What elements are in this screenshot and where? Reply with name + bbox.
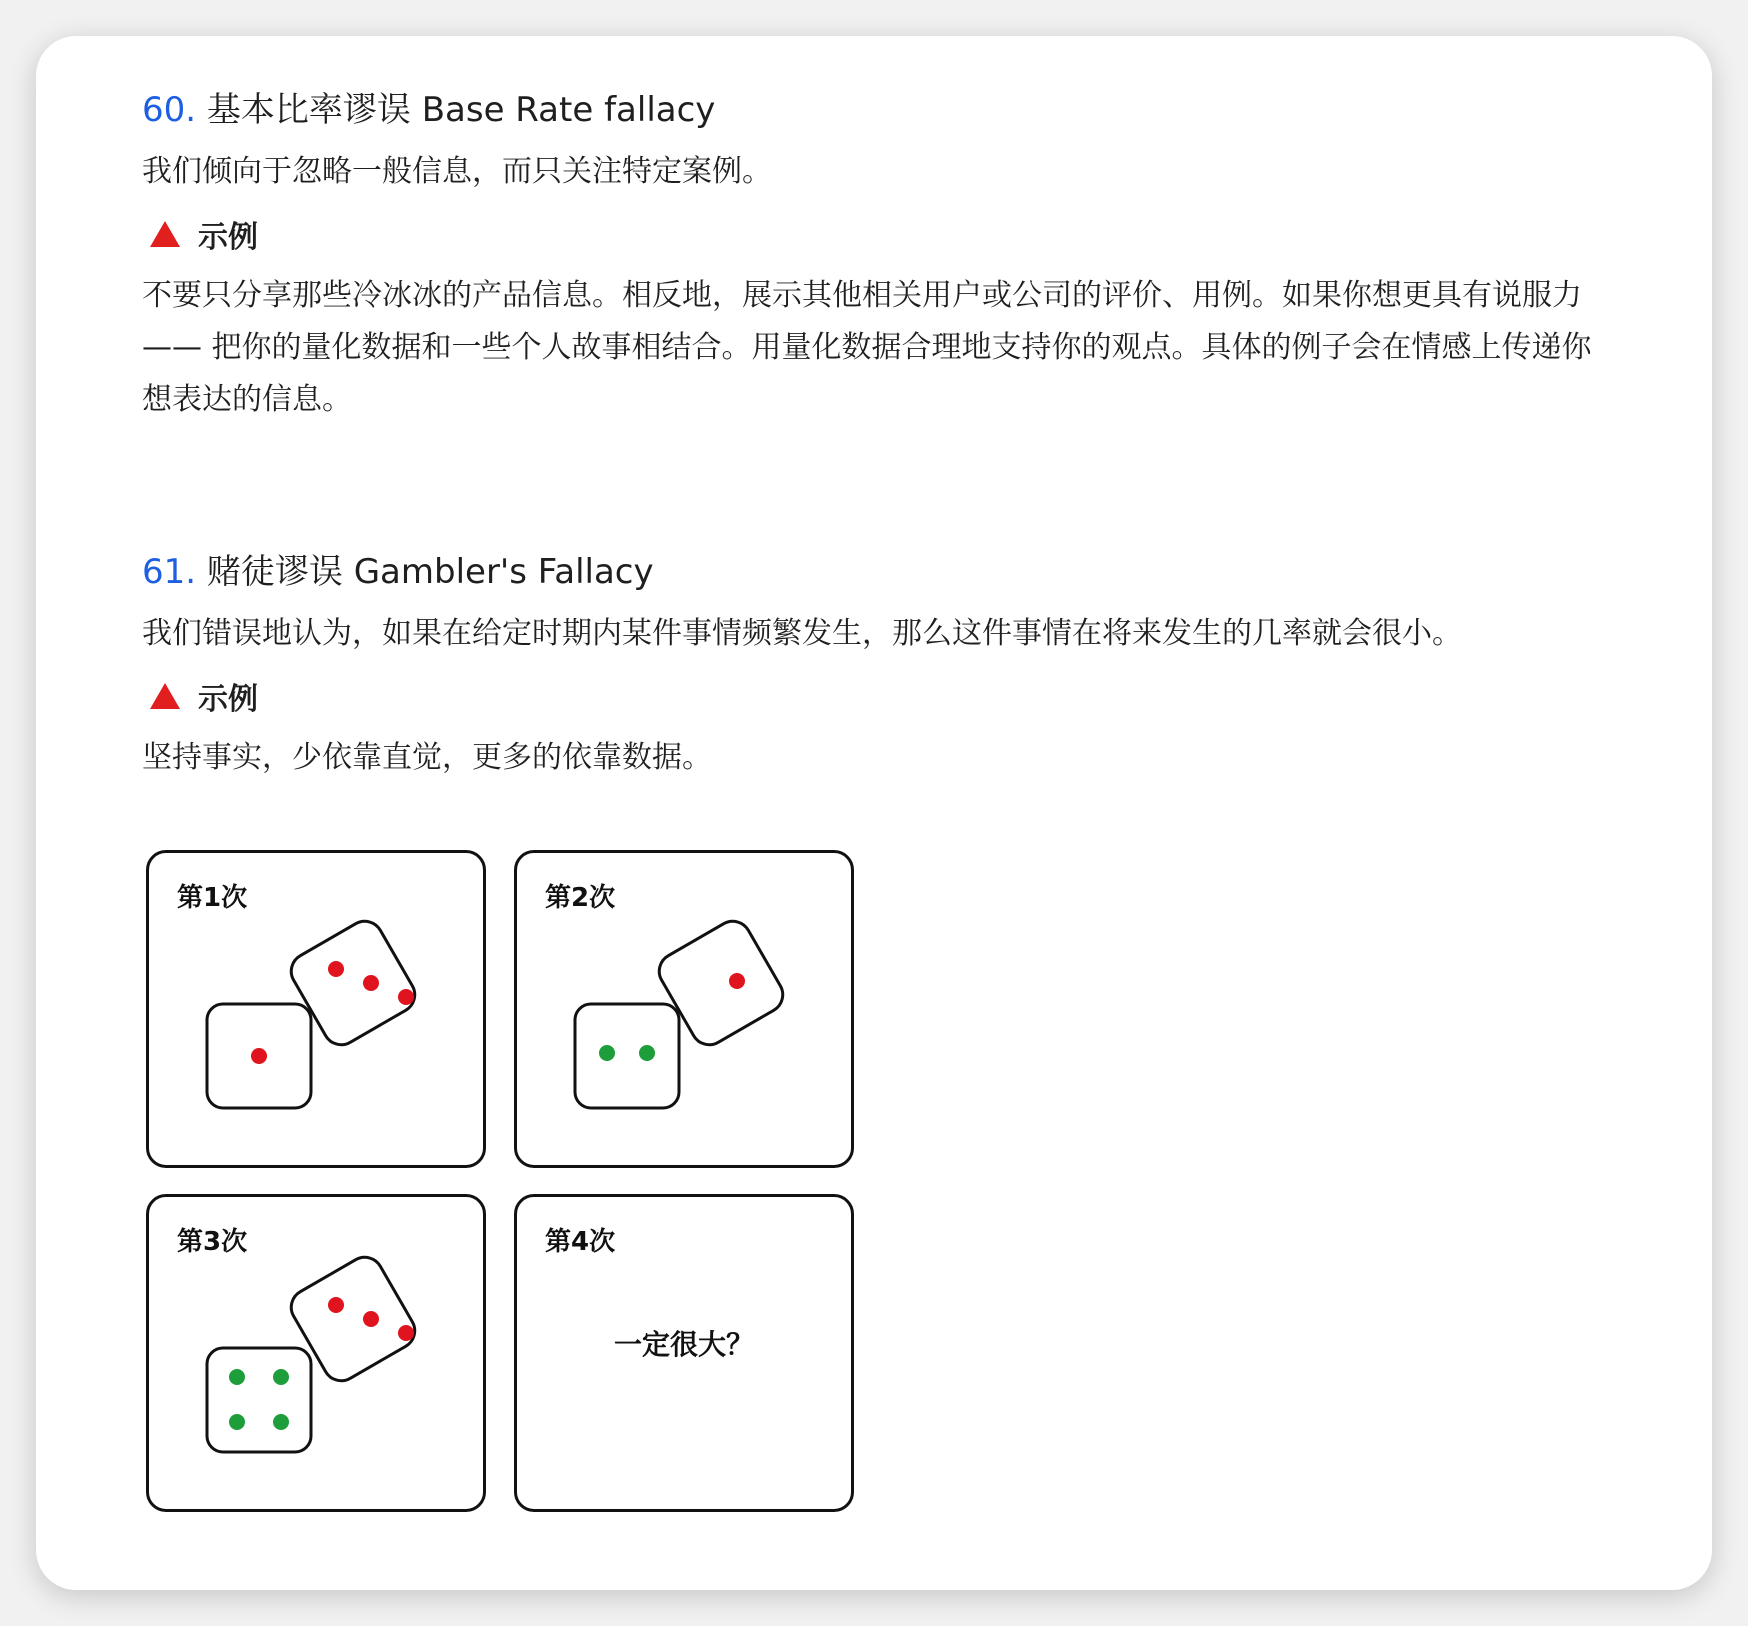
- section-61: [142, 550, 1612, 784]
- panel-label: 第2次: [545, 883, 616, 913]
- section-number: 60.: [142, 90, 197, 130]
- red-triangle-icon: [150, 221, 180, 247]
- dice-illustration: [146, 850, 866, 1550]
- content-card: [36, 36, 1712, 1590]
- panel-label: 第3次: [177, 1227, 248, 1257]
- example-label: 示例: [198, 220, 258, 255]
- small-die-two: [575, 1004, 679, 1108]
- section-60: [142, 88, 1612, 426]
- dice-panel-3: [146, 1194, 486, 1512]
- dice-panel-1: [146, 850, 486, 1168]
- section-number: 61.: [142, 552, 197, 592]
- probability-question: 一定很大？: [613, 1328, 754, 1361]
- example-text: 坚持事实，少依靠直觉，更多的依靠数据。: [142, 740, 712, 775]
- dice-panel-2: [514, 850, 854, 1168]
- example-header: [142, 208, 1612, 260]
- dice-pair-graphic: [149, 1197, 489, 1515]
- dice-pair-graphic: [517, 853, 857, 1171]
- section-description: 我们倾向于忽略一般信息，而只关注特定案例。: [142, 154, 772, 189]
- example-text: 不要只分享那些冷冰冰的产品信息。相反地，展示其他相关用户或公司的评价、用例。如果你想更具有说服力 —— 把你的量化数据和一些个人故事相结合。用量化数据合理地支持你的观点。具体的例子会在情感上传递你想表达的信息。: [142, 278, 1592, 417]
- dice-panel-4: [514, 1194, 854, 1512]
- example-header: [142, 670, 1612, 722]
- dice-pair-graphic: [149, 853, 489, 1171]
- small-die-one: [207, 1004, 311, 1108]
- section-title: 基本比率谬误 Base Rate fallacy: [206, 90, 716, 130]
- panel-label: 第4次: [545, 1227, 616, 1257]
- small-die-four: [207, 1348, 311, 1452]
- section-description: 我们错误地认为，如果在给定时期内某件事情频繁发生，那么这件事情在将来发生的几率就会很小。: [142, 616, 1462, 651]
- section-heading: [142, 550, 1612, 594]
- section-title: 赌徒谬误 Gambler's Fallacy: [206, 552, 654, 592]
- panel-label: 第1次: [177, 883, 248, 913]
- section-heading: [142, 88, 1612, 132]
- red-triangle-icon: [150, 683, 180, 709]
- example-label: 示例: [198, 682, 258, 717]
